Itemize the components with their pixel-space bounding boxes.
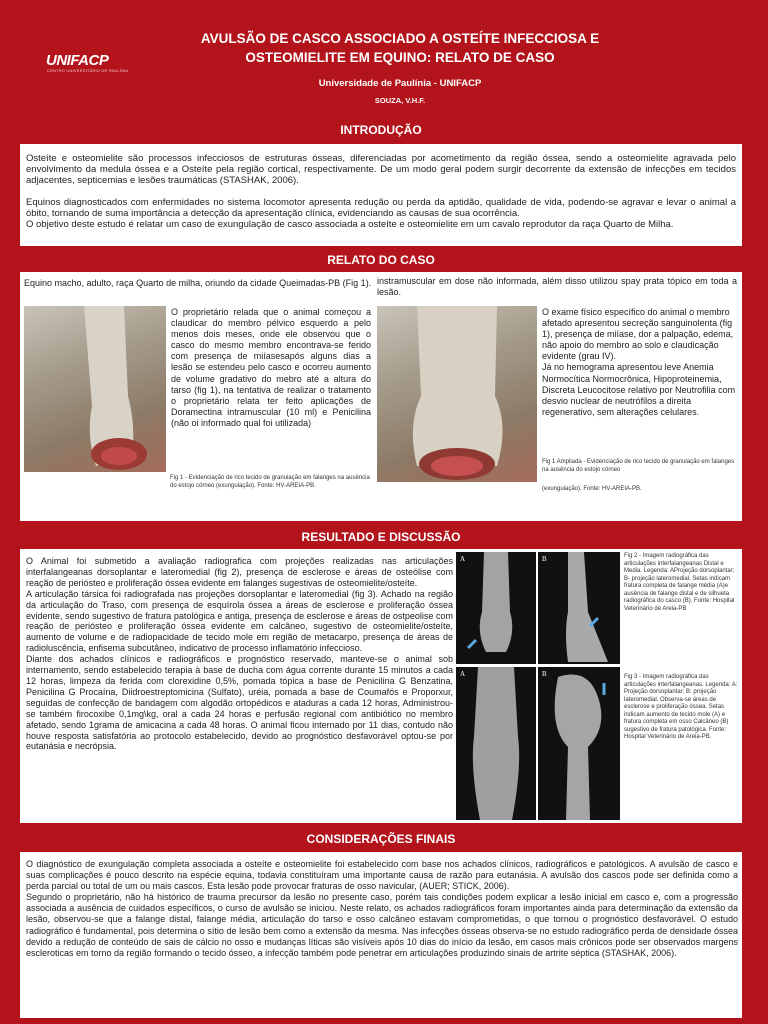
relato-continuation: instramuscular em dose não informada, além disso utilizou spay prata tópico em toda a lesão. [377, 276, 737, 297]
resultado-paragraph-1: O Animal foi submetido a avaliação radiografica com projeções realizadas nas articulações interfalangeanas dorsoplantar e lateromedial (fig 2), presença de esclerose e áreas de osteólise com reação de periósteo e proliferação óssea evidente em falanges sugestivas de osteomielite/osteíte. [26, 556, 453, 588]
intro-paragraph-1: Osteíte e osteomielite são processos infecciosos de estruturas ósseas, diferenciadas por acometimento da região óssea, sendo a osteomielite agravada pelo envolvimento da medula óssea e a Osteíte pela região cortical, respectivamente. De um modo geral podem surgir decorrente da extensão de infecções em tecidos adjacentes, septicemias e lesões traumáticas (STASHAK, 2006). [26, 153, 736, 187]
xray-label-b2: B [542, 670, 547, 678]
resultado-text [26, 556, 453, 752]
intro-text [26, 153, 736, 230]
intro-paragraph-2: Equinos diagnosticados com enfermidades no sistema locomotor apresenta redução ou perda da aptidão, qualidade de vida, podendo-se agravar e levar o animal a óbito, tornando de suma importância a detecção da apresentação clínica, evidenciando as causas de sua ocorrência. [26, 196, 736, 219]
resultado-heading: RESULTADO E DISCUSSÃO [20, 526, 742, 548]
xray-label-b: B [542, 555, 547, 563]
xray-fig2-b [538, 552, 620, 664]
author: SOUZA, V.H.F. [374, 96, 426, 105]
xray-bone-fig3-b [538, 667, 620, 820]
xray-fig2-a [456, 552, 536, 664]
xray-fig3-b [538, 667, 620, 820]
fig1-caption: Fig 1 - Evidenciação de rico tecido de granulação em falanges na ausência do estojo córneo (exungulação). Fonte: HV-AREIA-PB. [170, 475, 370, 489]
relato-column-1: O proprietário relada que o animal começou a claudicar do membro pélvico esquerdo a pelo menos dois meses, onde ele observou que o casco do mesmo membro encontrava-se ferido com presença de miíasesapós alguns dias a lesão se estendeu pelo casco e ocorreu aumento de volume gradativo do mebro até a altura do tarso (fig 1), na tentativa de realizar o tratamento o proprietário relata ter feito aplicações de Doramectina intramuscular (10 ml) e Penicilina (não oi informado qual foi utilizada) [171, 307, 371, 428]
consideracoes-heading: CONSIDERAÇÕES FINAIS [20, 828, 742, 850]
fig1-enlarged-caption: Fig 1 Ampliada - Evidenciação de rico tecido de granulação em falanges na ausência do estojo córneo [542, 459, 735, 473]
consideracoes-text [26, 859, 738, 959]
horse-leg-illustration-2 [377, 306, 537, 482]
horse-leg-illustration-1 [24, 306, 166, 472]
relato-column-2 [542, 307, 738, 418]
institution: Universidade de Paulínia - UNIFACP [318, 78, 482, 89]
hemograma: Já no hemograma apresentou leve Anemia Normocítica Normocrônica, Hipoproteinemia, Discreta Leucocitose relativo por Neutrofilia com desvio nuclear de neutrófilos a direita regenerativo, sem alterações celulares. [542, 362, 736, 417]
intro-heading: INTRODUÇÃO [20, 119, 742, 141]
resultado-paragraph-2: A articulação társica foi radiografada nas projeções dorsoplantar e lateromedial (fig 3). Achado na região da articulação do Traso, com presença de esquírola óssea a áreas de esclerose e proliferação óssea evidente, sendo sugestivo de fratura patológica e antiga, presença de esclerose e áreas de ostpeolise com reação de periósteo e proliferação óssea evidente em calcâneo, sugestivo de osteomielite/osteíte, aumento de volume e de radiopacidade de tecido mole em região de metacarpo, presença de áreas de radioluscência, enfisema subcutâneo, indicativo de processo inflamatório infeccioso. [26, 588, 453, 654]
fig1-enlarged-source: (exungulação). Fonte: HV-AREIA-PB. [542, 486, 642, 492]
exame-fisico: O exame físico específico do animal o membro afetado apresentou secreção sanguinolenta (fig 1), presença de miíase, dor a palpação, edema, não apoio do membro ao solo e claudicação evidente (grau IV). [542, 307, 734, 362]
xray-fig3-a [456, 667, 536, 820]
xray-bone-fig2-a [456, 552, 536, 664]
logo-subtitle: CENTRO UNIVERSITÁRIO DE PAULÍNIA [47, 68, 129, 73]
poster-header [0, 0, 768, 114]
fig3-caption: Fig 3 - Imagem radiográfica das articulações interfalangeanas. Legenda: A: Projeção dorsoplantar; B: projeção lateromedial. Observa-se áreas de esclerose e proliferação óssea. Setas indicam aumento de tecido mole (A) e fratura completa em osso Calcâneo (B) sugestivo de fratura patológica. Fonte: Hospital Veterinário de Areia-PB. [624, 674, 738, 740]
relato-heading: RELATO DO CASO [20, 250, 742, 270]
xray-label-a2: A [460, 670, 466, 678]
consideracoes-paragraph-2: Segundo o proprietário, não há histórico de trauma precursor da lesão no presente caso, porém tais condições podem explicar a lesão inicial em casco e, com a progressão associada a ausência de cuidados específicos, o curso de avulsão se iniciou. Neste relato, os achados radiográficos foram importantes ainda para determinação da extensão da lesão, observou-se que a falange distal, falange média, articulação do tarso e osso calcâneo estavam comprometidas, o que tornou o prognóstico desfavorável. O estudo radiográfico é fundamental, pois determina o sítio de lesão bem como a extensão da mesma. Nas infecções ósseas observa-se no estudo radiográfico perda de densidade óssea devido a redução de conteúdo de sais de cálcio no osso e mudanças líticas são visíveis após 10 dias do início da lesão, em casos mais crônicos pode ser observados margens escleroticas em torno da região formando o tecido ósseo, a infecção também pode penetrar em articulações produzindo sinais de artrite séptica (STASHAK, 2006). [26, 892, 738, 958]
intro-paragraph-3: O objetivo deste estudo é relatar um caso de exungulação de casco associada a osteíte e osteomielite em um cavalo reprodutor da raça Quarto de Milha. [26, 219, 674, 231]
consideracoes-paragraph-1: O diagnóstico de exungulação completa associada a osteíte e osteomielite foi estabelecido com base nos achados clínicos, radiográficos e patológicos. A avulsão de casco e suas complicações é pouco descrito na espécie equina, todavia constituíram uma importante causa de razão para eutanásia. A avulsão dos cascos pode ser definida como a perda parcial ou total de um ou mais cascos. Esta lesão pode provocar fraturas de osso navicular, (AUER; STICK, 2006). [26, 859, 738, 892]
xray-bone-fig2-b [538, 552, 620, 664]
unifacp-logo: UNIFACP [46, 52, 109, 69]
fig2-caption: Fig 2 - Imagem radiográfica das articulações interfalangeanas Distal e Media. Legenda: AProjeção dorsoplantar; B- projeção lateromedial. Setas indicam fratura completa de falange média (A)e ausência de falange distal e de silhueta radiográfica do casco (B). Fonte: Hospital Veterinário de Areia-PB [624, 553, 735, 612]
relato-intro: Equino macho, adulto, raça Quarto de milha, oriundo da cidade Queimadas-PB (Fig 1). [24, 278, 372, 288]
resultado-paragraph-3: Diante dos achados clínicos e radiográficos e prognóstico reservado, manteve-se o animal sob internamento, sendo estabelecido terapia à base de ducha com água corrente durante 15 minutos a cada 12 horas, limpeza da ferida com clorexidine 0,5%, pomada tópica a base de Penicilina G Benzatina, Penicilina G Procaína, Diidroestreptomicina (Sulfato), uréia, pomada a base de Coumafós e Proporxur, seguidas de confecção de bandagem com algodão ortopédicos e ataduras a cada 12 horas, Administrou-se também firocoxibe 0,1mg\kg, oral a cada 24 horas e perfusão regional com antibiótico no membro afetado, sendo 1grama de amicacina a cada 48 horas. O animal ficou internado por 11 dias, contudo não houve resposta satisfatória ao protocolo estabelecido, devido ao prognóstico desfavorável optou-se por eutanásia e necrópsia. [26, 654, 453, 752]
xray-label-a: A [460, 555, 466, 563]
horse-leg-photo-1 [24, 306, 166, 472]
horse-leg-photo-2 [377, 306, 537, 482]
poster-title: AVULSÃO DE CASCO ASSOCIADO A OSTEÍTE INFECCIOSA E OSTEOMIELITE EM EQUINO: RELATO DE CASO [200, 31, 600, 65]
xray-bone-fig3-a [456, 667, 536, 820]
